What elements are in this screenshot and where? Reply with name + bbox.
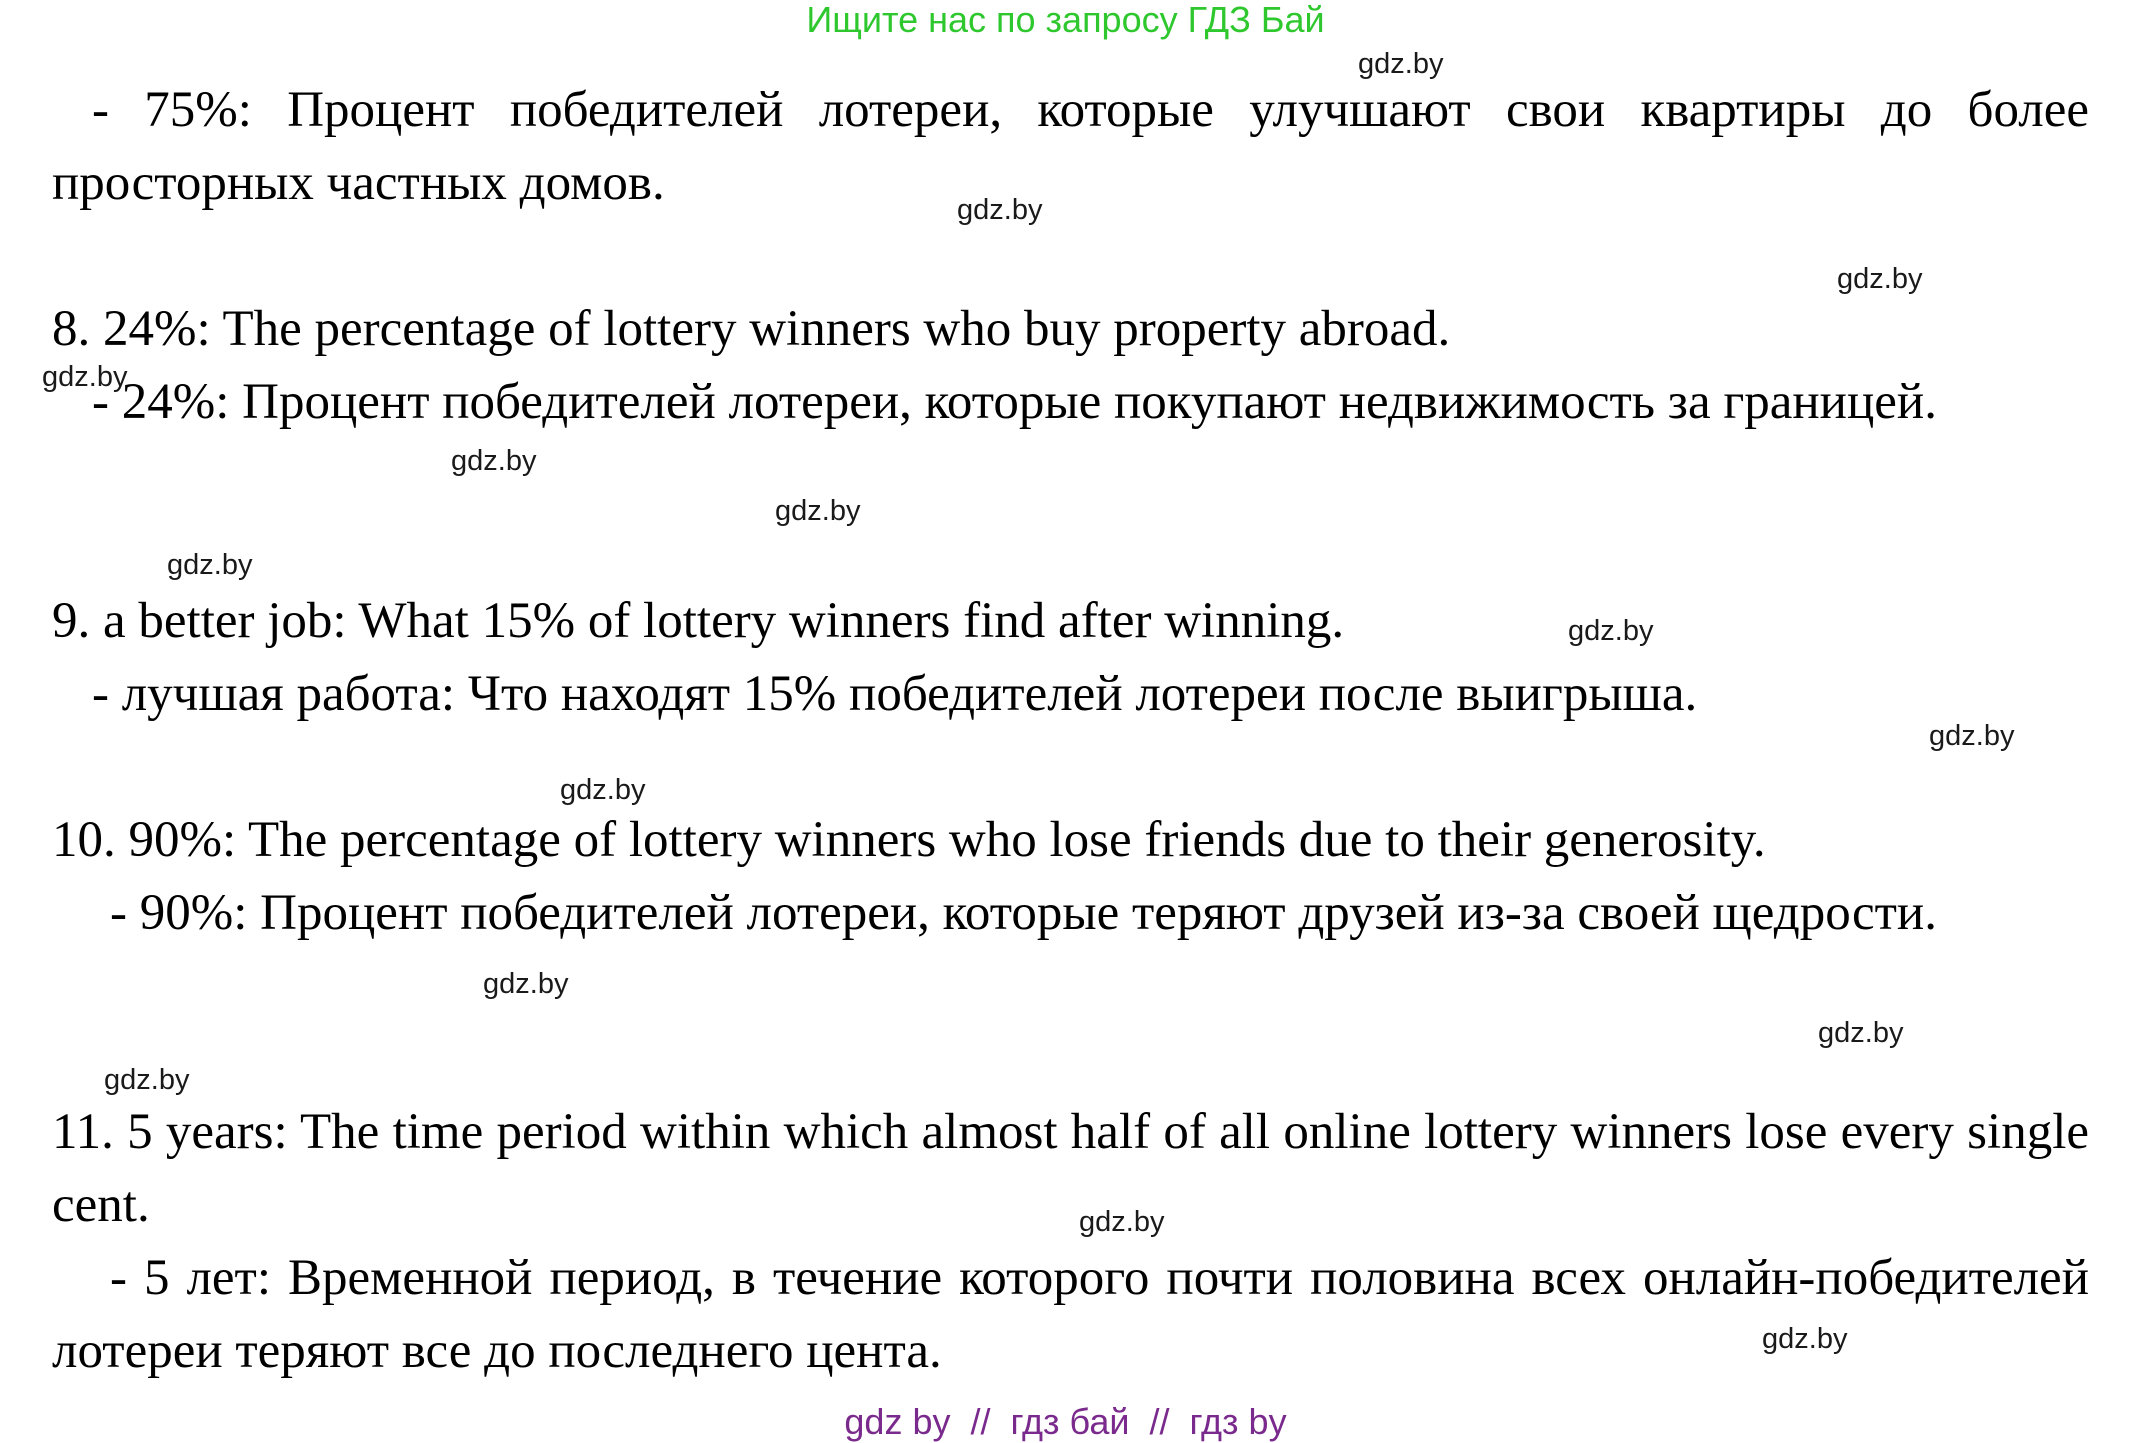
item-11-russian: - 5 лет: Временной период, в течение которого почти половина всех онлайн-победителей лотереи теряют все до последнего цента.: [52, 1250, 2089, 1379]
watermark: gdz.by: [42, 361, 128, 393]
header-banner: Ищите нас по запросу ГДЗ Бай: [806, 0, 1325, 40]
footer-separator-2: //: [1149, 1401, 1170, 1442]
watermark: gdz.by: [104, 1064, 190, 1096]
watermark: gdz.by: [1079, 1206, 1165, 1238]
watermark: gdz.by: [451, 445, 537, 477]
item-9-russian: - лучшая работа: Что находят 15% победителей лотереи после выигрыша.: [92, 666, 1698, 722]
footer-separator-1: //: [970, 1401, 991, 1442]
item-9-english: 9. a better job: What 15% of lottery winners find after winning.: [52, 593, 1345, 649]
watermark: gdz.by: [1929, 720, 2015, 752]
watermark: gdz.by: [957, 194, 1043, 226]
watermark: gdz.by: [167, 549, 253, 581]
item-11-english: 11. 5 years: The time period within which almost half of all online lottery winners lose every single cent.: [52, 1104, 2089, 1233]
watermark: gdz.by: [1358, 48, 1444, 80]
watermark: gdz.by: [1568, 615, 1654, 647]
item-8-english: 8. 24%: The percentage of lottery winners who buy property abroad.: [52, 301, 1451, 357]
footer-part-1: gdz by: [844, 1401, 951, 1442]
footer-part-3: гдз by: [1189, 1401, 1287, 1442]
item-10-english: 10. 90%: The percentage of lottery winners who lose friends due to their generosity.: [52, 812, 1766, 868]
item-7-russian: - 75%: Процент победителей лотереи, которые улучшают свои квартиры до более просторных частных домов.: [52, 82, 2089, 211]
watermark: gdz.by: [560, 774, 646, 806]
watermark: gdz.by: [483, 968, 569, 1000]
footer-part-2: гдз бай: [1010, 1401, 1130, 1442]
watermark: gdz.by: [775, 495, 861, 527]
watermark: gdz.by: [1818, 1017, 1904, 1049]
watermark: gdz.by: [1762, 1323, 1848, 1355]
item-8-russian: - 24%: Процент победителей лотереи, которые покупают недвижимость за границей.: [92, 374, 1937, 430]
watermark: gdz.by: [1837, 263, 1923, 295]
footer-banner: [0, 1400, 2131, 1443]
item-10-russian: - 90%: Процент победителей лотереи, которые теряют друзей из-за своей щедрости.: [110, 885, 1937, 941]
